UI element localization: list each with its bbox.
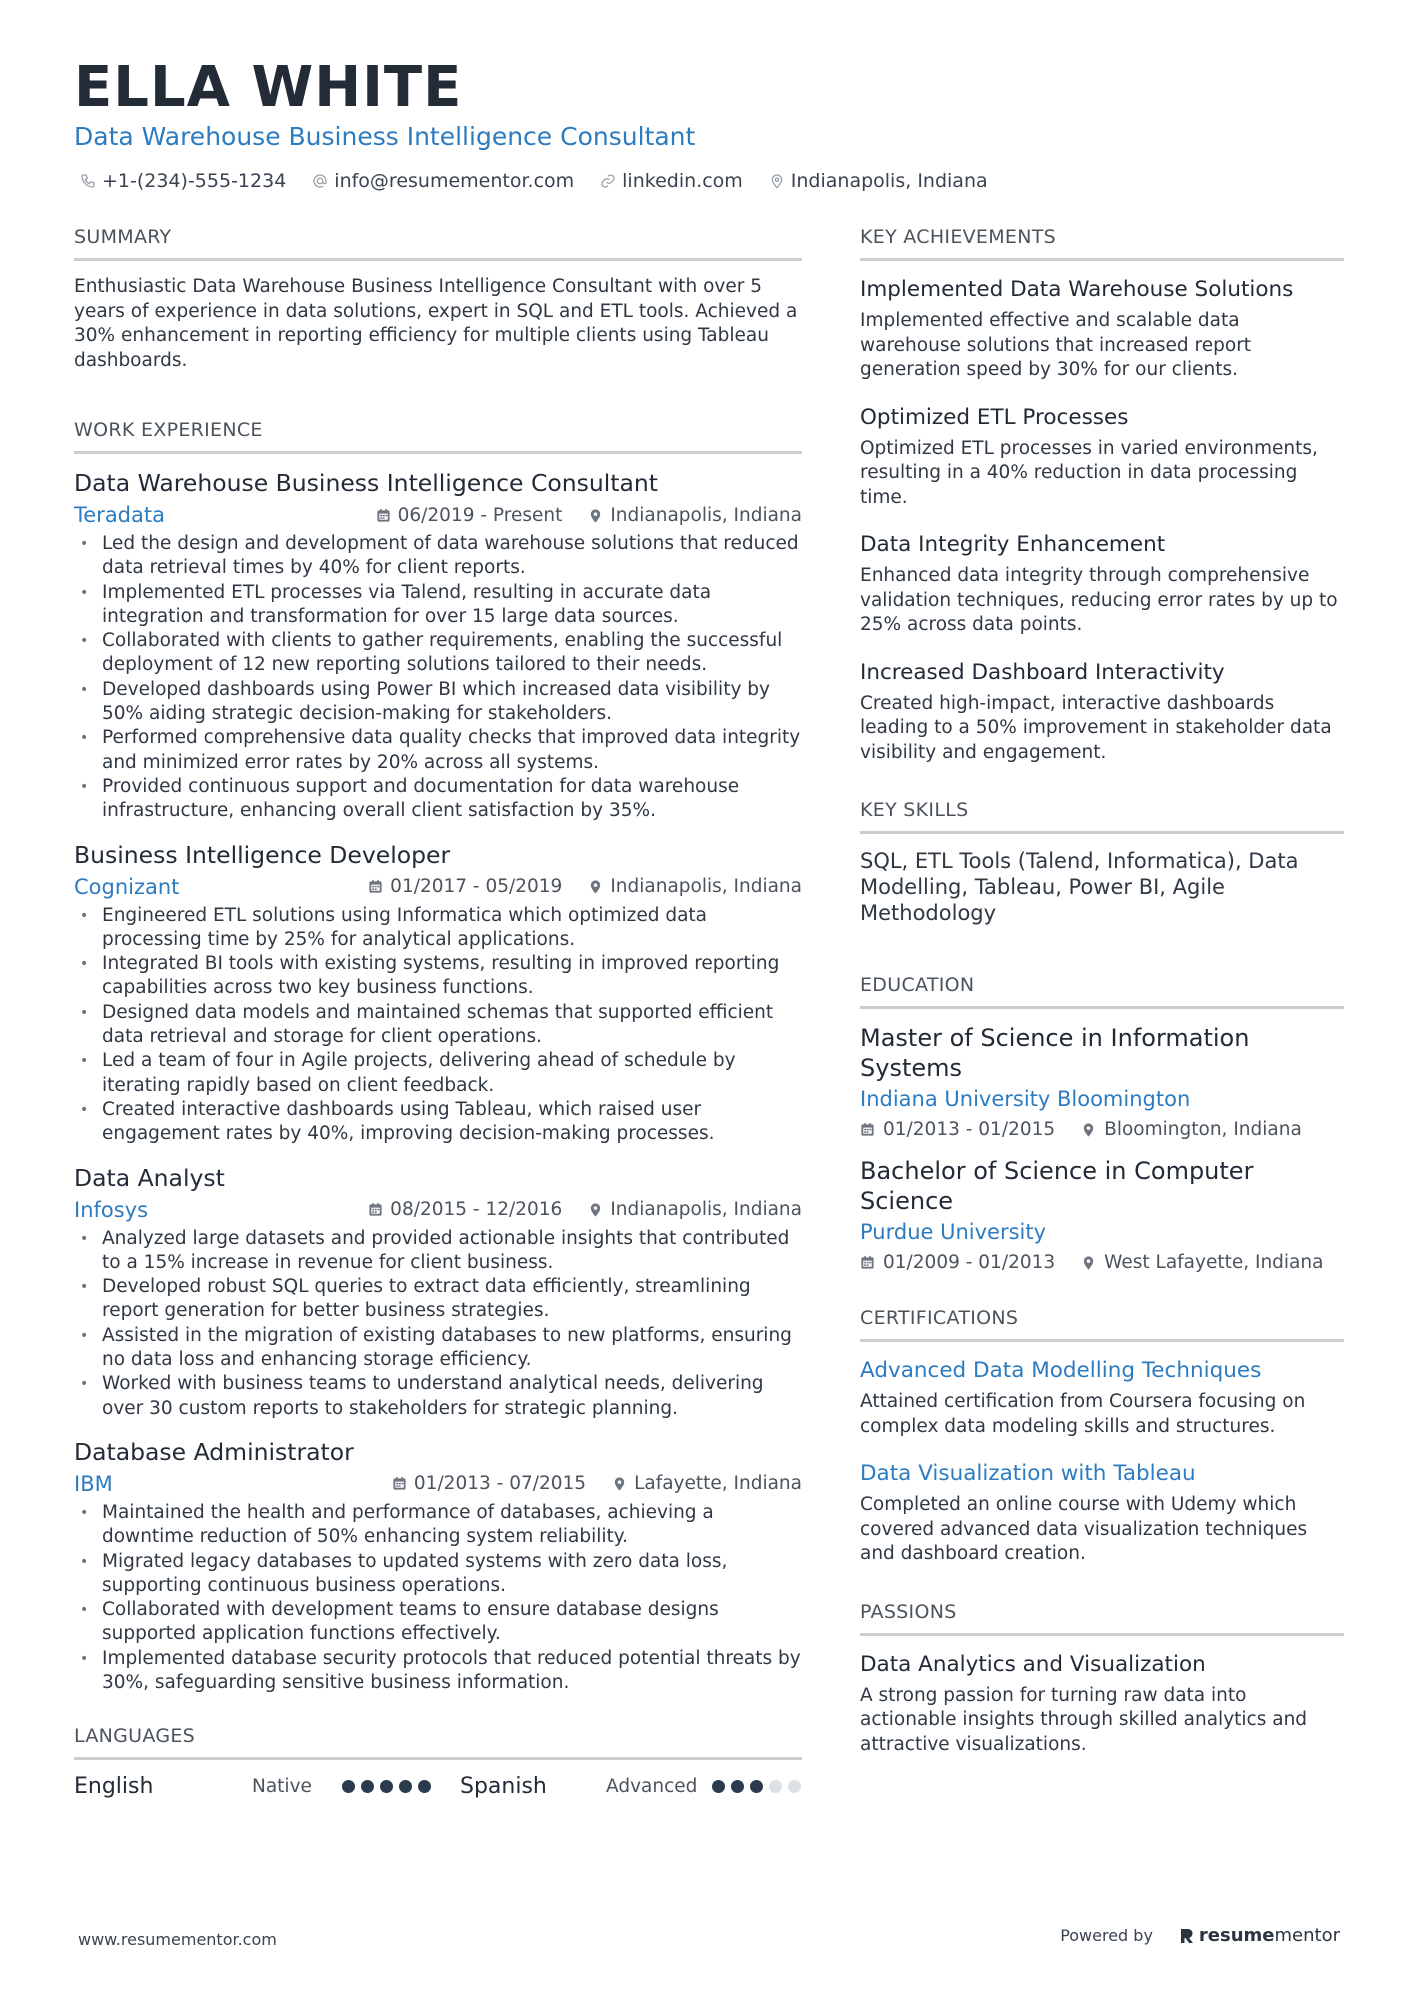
job-dates <box>392 1473 586 1494</box>
education-school[interactable]: Indiana University Bloomington <box>860 1087 1191 1111</box>
achievement-text: Created high-impact, interactive dashboards leading to a 50% improvement in stakeholder data visibility and engagement. <box>860 692 1332 763</box>
achievement-title: Data Integrity Enhancement <box>860 532 1166 557</box>
job-bullets <box>74 532 802 824</box>
location-pin-icon <box>1081 1122 1096 1137</box>
job-bullet: • Designed data models and maintained schemas that supported efficient data retrieval and storage for client operations. <box>74 1001 802 1050</box>
job-bullet: • Led a team of four in Agile projects, delivering ahead of schedule by iterating rapidly based on client feedback. <box>74 1049 802 1098</box>
achievement-title: Optimized ETL Processes <box>860 404 1129 430</box>
education-list <box>860 1023 1344 1273</box>
job-list <box>74 468 802 1695</box>
passions-heading: PASSIONS <box>860 1601 1344 1636</box>
calendar-icon <box>860 1255 875 1270</box>
location-pin-icon <box>1081 1255 1096 1270</box>
contact-email[interactable] <box>312 170 574 192</box>
job-bullet: • Implemented ETL processes via Talend, resulting in accurate data integration and transformation for over 15 large data sources. <box>74 581 802 630</box>
job-bullet: • Created interactive dashboards using Tableau, which raised user engagement rates by 40%, improving decision-making processes. <box>74 1098 802 1147</box>
languages-heading: LANGUAGES <box>74 1725 802 1760</box>
job-bullet: • Engineered ETL solutions using Informatica which optimized data processing time by 25% for analytical applications. <box>74 904 802 953</box>
education-item <box>860 1156 1344 1273</box>
job-title: Database Administrator <box>74 1437 354 1466</box>
education-dates-text: 01/2013 - 01/2015 <box>883 1119 1056 1140</box>
certification-title[interactable]: Data Visualization with Tableau <box>860 1461 1196 1486</box>
location-pin-icon <box>588 879 603 894</box>
language-name-english: English <box>74 1774 154 1800</box>
right-column <box>860 226 1344 1757</box>
achievement-text: Enhanced data integrity through comprehensive validation techniques, reducing error rates by up to 25% across data points. <box>860 565 1338 635</box>
job-dates-text: 01/2013 - 07/2015 <box>413 1473 587 1495</box>
contact-linkedin[interactable] <box>600 170 743 192</box>
company-name[interactable]: Teradata <box>74 503 165 527</box>
achievement-title: Increased Dashboard Interactivity <box>860 659 1225 685</box>
proficiency-dot-filled <box>342 1780 355 1793</box>
education-degree: Bachelor of Science in Computer Science <box>860 1157 1254 1215</box>
footer-website[interactable]: www.resumementor.com <box>78 1930 277 1949</box>
achievement-text: Optimized ETL processes in varied environments, resulting in a 40% reduction in data processing time. <box>860 437 1318 508</box>
achievement-item <box>860 530 1344 638</box>
achievement-title: Implemented Data Warehouse Solutions <box>860 277 1294 302</box>
job-meta <box>74 1197 802 1223</box>
job-meta <box>74 502 802 528</box>
proficiency-dot-filled <box>712 1780 725 1793</box>
company-name[interactable]: Infosys <box>74 1197 149 1222</box>
job-location-text: Indianapolis, Indiana <box>610 504 802 526</box>
achievement-list <box>860 275 1344 765</box>
education-dates <box>860 1119 1055 1140</box>
certifications-heading: CERTIFICATIONS <box>860 1307 1344 1342</box>
passion-list <box>860 1650 1344 1758</box>
job-bullet: • Implemented database security protocols that reduced potential threats by 30%, safeguarding sensitive business information. <box>74 1647 802 1696</box>
job-bullet: • Performed comprehensive data quality checks that improved data integrity and minimized error rates by 20% across all systems. <box>74 726 802 775</box>
job-dates-text: 08/2015 - 12/2016 <box>390 1199 563 1221</box>
job-meta <box>74 874 802 900</box>
job-bullet: • Led the design and development of data warehouse solutions that reduced data retrieval times by 40% for client reports. <box>74 532 802 581</box>
job-location <box>588 876 802 897</box>
proficiency-dot-filled <box>750 1780 763 1793</box>
proficiency-dot-filled <box>418 1780 431 1793</box>
job-dates-text: 06/2019 - Present <box>397 504 563 526</box>
education-meta <box>860 1252 1344 1273</box>
brand-bold: resume <box>1198 1925 1275 1946</box>
job-location-text: Indianapolis, Indiana <box>610 876 802 898</box>
achievement-item <box>860 658 1344 766</box>
education-dates-text: 01/2009 - 01/2013 <box>883 1252 1056 1273</box>
job-bullet: • Worked with business teams to understand analytical needs, delivering over 30 custom reports to stakeholders for strategic planning. <box>74 1372 802 1421</box>
calendar-icon <box>376 508 391 523</box>
location-pin-icon <box>588 1202 603 1217</box>
job-bullet: • Collaborated with development teams to ensure database designs supported application functions effectively. <box>74 1598 802 1647</box>
job-entry <box>74 840 802 1147</box>
achievement-item <box>860 403 1344 511</box>
job-entry <box>74 1437 802 1695</box>
job-meta <box>74 1471 802 1497</box>
language-level-english: Native <box>252 1776 312 1798</box>
job-dates <box>368 1199 562 1220</box>
job-location <box>588 505 802 526</box>
location-text: Indianapolis, Indiana <box>790 170 988 192</box>
proficiency-dot-filled <box>731 1780 744 1793</box>
language-dots-spanish <box>712 1780 801 1793</box>
education-location <box>1081 1252 1323 1273</box>
job-bullet: • Developed dashboards using Power BI which increased data visibility by 50% aiding strategic decision-making for stakeholders. <box>74 678 802 727</box>
proficiency-dot-filled <box>399 1780 412 1793</box>
link-icon <box>600 173 616 189</box>
proficiency-dot-empty <box>788 1780 801 1793</box>
phone-text: +1-(234)-555-1234 <box>102 170 287 192</box>
job-bullet: • Collaborated with clients to gather requirements, enabling the successful deployment of 12 new reporting solutions tailored to their needs. <box>74 629 802 678</box>
job-bullet: • Maintained the health and performance of databases, achieving a downtime reduction of 50% enhancing system reliability. <box>74 1501 802 1550</box>
job-bullet: • Provided continuous support and documentation for data warehouse infrastructure, enhancing overall client satisfaction by 35%. <box>74 775 802 824</box>
calendar-icon <box>392 1476 407 1491</box>
candidate-title: Data Warehouse Business Intelligence Consultant <box>74 122 696 151</box>
job-dates-text: 01/2017 - 05/2019 <box>390 876 563 898</box>
job-bullets <box>74 904 802 1147</box>
calendar-icon <box>860 1122 875 1137</box>
job-location-text: Indianapolis, Indiana <box>610 1199 802 1221</box>
language-level-spanish: Advanced <box>606 1776 698 1798</box>
passion-text: A strong passion for turning raw data into actionable insights through skilled analytics and attractive visualizations. <box>860 1684 1308 1755</box>
location-pin-icon <box>769 173 785 189</box>
language-name-spanish: Spanish <box>460 1774 547 1800</box>
company-name[interactable]: IBM <box>74 1471 113 1496</box>
languages-section <box>74 1725 802 1799</box>
job-bullet: • Analyzed large datasets and provided actionable insights that contributed to a 15% increase in revenue for client business. <box>74 1227 802 1276</box>
calendar-icon <box>368 879 383 894</box>
location-pin-icon <box>588 508 603 523</box>
proficiency-dot-filled <box>361 1780 374 1793</box>
certification-text: Completed an online course with Udemy which covered advanced data visualization techniques and dashboard creation. <box>860 1494 1308 1564</box>
education-school[interactable]: Purdue University <box>860 1220 1047 1244</box>
job-bullet: • Assisted in the migration of existing databases to new platforms, ensuring no data loss and enhancing storage efficiency. <box>74 1324 802 1373</box>
company-name[interactable]: Cognizant <box>74 874 180 899</box>
proficiency-dot-filled <box>380 1780 393 1793</box>
job-bullets <box>74 1227 802 1421</box>
achievements-heading: KEY ACHIEVEMENTS <box>860 226 1344 261</box>
job-bullets <box>74 1501 802 1695</box>
skills-text: SQL, ETL Tools (Talend, Informatica), Data Modelling, Tableau, Power BI, Agile Methodology <box>860 849 1299 925</box>
language-dots-english <box>342 1780 460 1793</box>
education-location <box>1081 1119 1302 1140</box>
brand-rest: mentor <box>1274 1925 1340 1946</box>
education-item <box>860 1023 1344 1140</box>
job-entry <box>74 1163 802 1421</box>
at-icon <box>312 173 328 189</box>
email-text: info@resumementor.com <box>334 170 575 192</box>
calendar-icon <box>368 1202 383 1217</box>
phone-icon <box>80 173 96 189</box>
job-dates <box>368 876 562 897</box>
education-degree: Master of Science in Information Systems <box>860 1024 1250 1082</box>
skills-heading: KEY SKILLS <box>860 799 1344 834</box>
education-meta <box>860 1119 1344 1140</box>
education-location-text: West Lafayette, Indiana <box>1104 1252 1324 1273</box>
experience-heading: WORK EXPERIENCE <box>74 419 802 454</box>
job-entry <box>74 468 802 824</box>
job-bullet: • Integrated BI tools with existing systems, resulting in improved reporting capabilities across two key business functions. <box>74 952 802 1001</box>
proficiency-dot-empty <box>769 1780 782 1793</box>
brand-r-icon <box>1179 1927 1195 1945</box>
powered-by-text: Powered by <box>1060 1926 1153 1945</box>
summary-heading: SUMMARY <box>74 226 802 261</box>
job-location <box>588 1199 802 1220</box>
job-dates <box>376 505 563 526</box>
brand-logo[interactable] <box>1179 1925 1340 1946</box>
job-location-text: Lafayette, Indiana <box>634 1473 802 1495</box>
job-title: Business Intelligence Developer <box>74 840 451 869</box>
certification-list <box>860 1356 1344 1567</box>
passion-title: Data Analytics and Visualization <box>860 1651 1206 1677</box>
job-bullet: • Developed robust SQL queries to extract data efficiently, streamlining report generation for better business strategies. <box>74 1275 802 1324</box>
language-row <box>74 1774 802 1799</box>
education-heading: EDUCATION <box>860 974 1344 1009</box>
summary-text: Enthusiastic Data Warehouse Business Intelligence Consultant with over 5 years of experience in data solutions, expert in SQL and ETL tools. Achieved a 30% enhancement in reporting efficiency for multiple clients using Tableau dashboards. <box>74 276 798 371</box>
job-bullet: • Migrated legacy databases to updated systems with zero data loss, supporting continuous business operations. <box>74 1550 802 1599</box>
achievement-text: Implemented effective and scalable data warehouse solutions that increased report generation speed by 30% for our clients. <box>860 310 1252 380</box>
candidate-name: ELLA WHITE <box>74 55 463 120</box>
left-column <box>74 226 802 1799</box>
education-location-text: Bloomington, Indiana <box>1104 1119 1302 1140</box>
linkedin-text: linkedin.com <box>622 170 743 192</box>
job-title: Data Warehouse Business Intelligence Consultant <box>74 469 659 497</box>
job-title: Data Analyst <box>74 1163 225 1192</box>
certification-text: Attained certification from Coursera focusing on complex data modeling skills and structures. <box>860 1391 1306 1437</box>
contact-location <box>769 170 988 192</box>
contact-bar <box>80 170 988 192</box>
job-location <box>612 1473 802 1494</box>
location-pin-icon <box>612 1476 627 1491</box>
contact-phone[interactable] <box>80 170 286 192</box>
education-dates <box>860 1252 1055 1273</box>
footer-brand <box>1060 1925 1340 1946</box>
certification-title[interactable]: Advanced Data Modelling Techniques <box>860 1358 1262 1383</box>
achievement-item <box>860 275 1344 383</box>
